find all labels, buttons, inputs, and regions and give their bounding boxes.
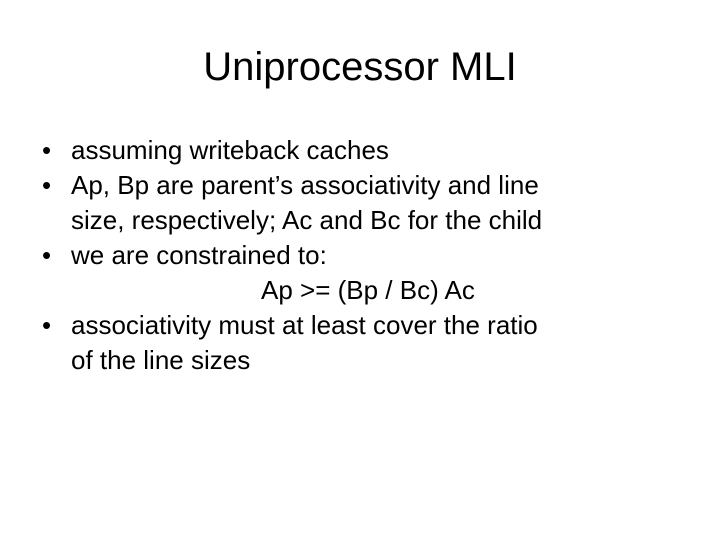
slide-title: Uniprocessor MLI (203, 45, 517, 89)
bullet-icon: • (42, 240, 52, 270)
bullet-text-continuation: size, respectively; Ac and Bc for the child (71, 205, 543, 235)
bullet-text: assuming writeback caches (71, 135, 389, 165)
bullet-icon: • (42, 135, 52, 165)
bullet-item (42, 133, 682, 168)
constraint-formula: Ap >= (Bp / Bc) Ac (261, 275, 475, 305)
bullet-icon: • (42, 310, 52, 340)
bullet-item (42, 308, 682, 378)
bullet-text: associativity must at least cover the ratio (71, 310, 538, 340)
bullet-icon: • (42, 170, 52, 200)
bullet-text: Ap, Bp are parent’s associativity and line (71, 170, 539, 200)
bullet-item (42, 168, 682, 238)
bullet-item (42, 238, 682, 308)
bullet-text: we are constrained to: (71, 240, 327, 270)
bullet-list (42, 133, 682, 378)
bullet-text-continuation: of the line sizes (71, 345, 251, 375)
